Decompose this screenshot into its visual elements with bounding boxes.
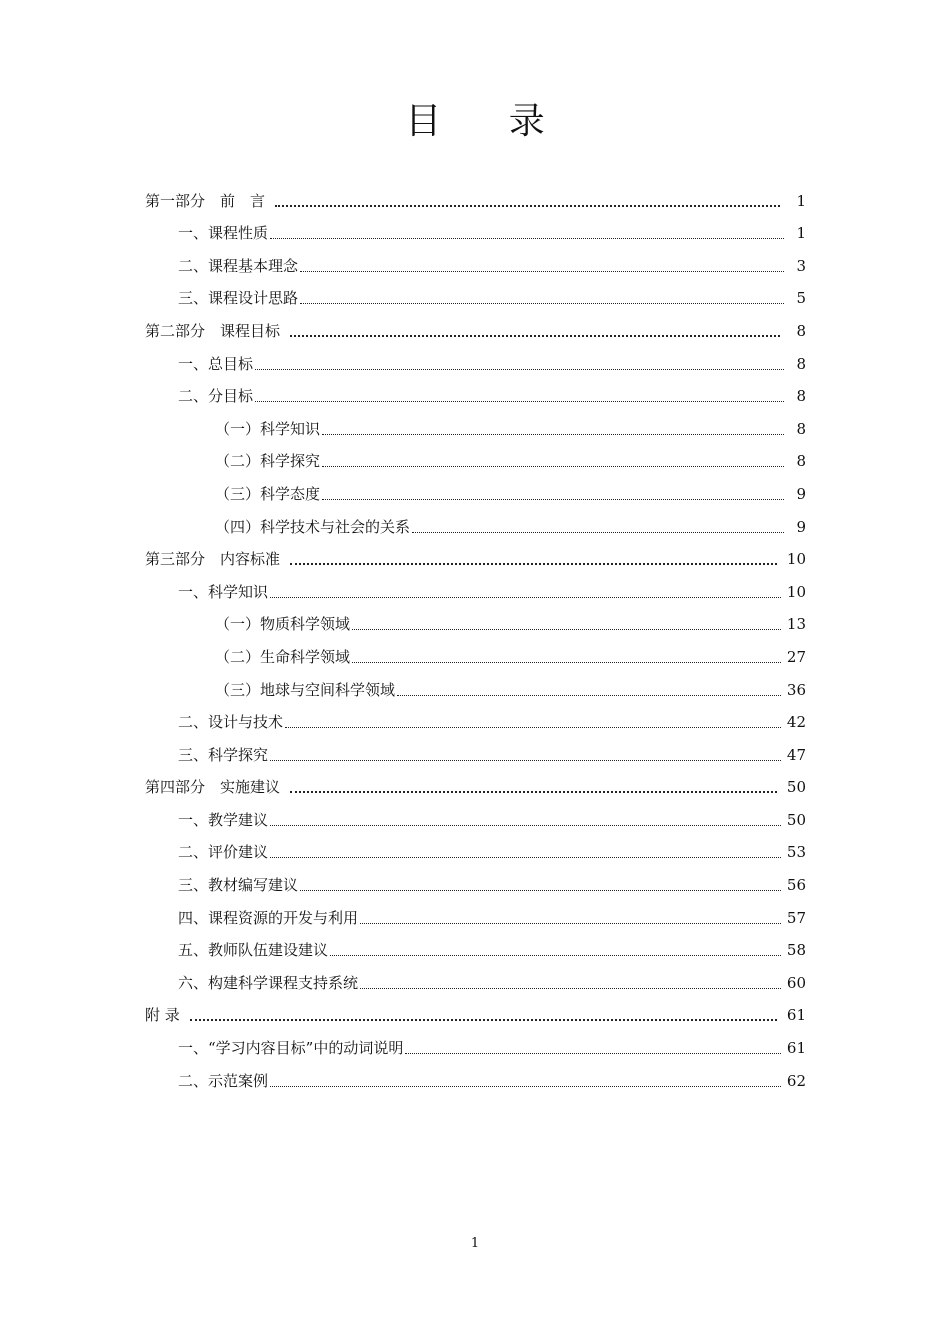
toc-entry-page: 10 — [786, 582, 806, 601]
toc-dot-leader — [360, 922, 781, 924]
toc-entry[interactable] — [145, 862, 806, 895]
toc-entry-label: 二、示范案例 — [178, 1071, 269, 1090]
toc-entry-label: 一、课程性质 — [178, 224, 269, 243]
toc-entry-page: 50 — [786, 810, 806, 829]
toc-entry-page: 8 — [796, 387, 806, 406]
toc-entry-label: 六、构建科学课程支持系统 — [178, 973, 359, 992]
toc-entry-label: 四、课程资源的开发与利用 — [178, 908, 359, 927]
toc-dot-leader — [190, 1018, 777, 1021]
toc-entry-page: 13 — [786, 615, 806, 634]
page-title: 目 录 — [405, 101, 573, 142]
toc-entry-page: 27 — [786, 647, 806, 666]
toc-entry[interactable] — [145, 308, 806, 341]
toc-entry[interactable] — [145, 569, 806, 602]
toc-entry-page: 1 — [796, 191, 806, 210]
toc-entry-label: 三、教材编写建议 — [178, 876, 299, 895]
toc-dot-leader — [290, 790, 777, 793]
toc-entry[interactable] — [145, 406, 806, 439]
toc-entry[interactable] — [145, 211, 806, 244]
toc-entry-label: （一）物质科学领域 — [215, 615, 351, 634]
toc-dot-leader — [285, 726, 781, 728]
toc-dot-leader — [255, 400, 784, 402]
toc-entry[interactable] — [145, 374, 806, 407]
toc-entry-label: 第四部分 实施建议 — [145, 778, 281, 797]
toc-entry-page: 57 — [786, 908, 806, 927]
toc-entry-label: （二）科学探究 — [215, 452, 321, 471]
toc-entry-label: 二、课程基本理念 — [178, 256, 299, 275]
toc-entry-page: 42 — [786, 713, 806, 732]
toc-entry[interactable] — [145, 276, 806, 309]
toc-entry[interactable] — [145, 243, 806, 276]
toc-entry[interactable] — [145, 732, 806, 765]
toc-entry[interactable] — [145, 504, 806, 537]
page-number-footer: 1 — [470, 1236, 480, 1251]
toc-entry-page: 50 — [786, 778, 806, 797]
toc-dot-leader — [300, 270, 784, 272]
toc-entry-label: 第一部分 前 言 — [145, 191, 266, 210]
toc-entry[interactable] — [145, 765, 806, 798]
toc-entry-label: 一、总目标 — [178, 354, 254, 373]
toc-entry[interactable] — [145, 1058, 806, 1091]
toc-entry[interactable] — [145, 634, 806, 667]
toc-dot-leader — [275, 204, 780, 207]
toc-entry-label: （四）科学技术与社会的关系 — [215, 517, 411, 536]
toc-entry-label: 一、“学习内容目标”中的动词说明 — [178, 1039, 404, 1058]
toc-entry-label: 一、科学知识 — [178, 582, 269, 601]
toc-entry-page: 8 — [796, 419, 806, 438]
toc-entry-page: 1 — [796, 224, 806, 243]
toc-entry-page: 8 — [796, 354, 806, 373]
table-of-contents — [145, 178, 806, 1091]
toc-entry-label: （三）地球与空间科学领域 — [215, 680, 396, 699]
toc-entry-page: 5 — [796, 289, 806, 308]
toc-dot-leader — [322, 433, 784, 435]
toc-entry-page: 61 — [786, 1039, 806, 1058]
toc-dot-leader — [397, 694, 781, 696]
toc-dot-leader — [270, 596, 781, 598]
toc-entry[interactable] — [145, 471, 806, 504]
toc-dot-leader — [322, 465, 784, 467]
toc-entry-page: 3 — [796, 256, 806, 275]
toc-entry-page: 47 — [786, 745, 806, 764]
toc-entry-label: （一）科学知识 — [215, 419, 321, 438]
toc-entry-label: 三、科学探究 — [178, 745, 269, 764]
toc-entry-page: 10 — [786, 550, 806, 569]
toc-dot-leader — [300, 302, 784, 304]
toc-entry-label: 五、教师队伍建设建议 — [178, 941, 329, 960]
toc-entry[interactable] — [145, 993, 806, 1026]
toc-dot-leader — [412, 531, 784, 533]
toc-dot-leader — [270, 824, 781, 826]
toc-dot-leader — [290, 562, 777, 565]
toc-entry-page: 36 — [786, 680, 806, 699]
toc-entry-label: 附 录 — [145, 1006, 180, 1025]
toc-entry[interactable] — [145, 667, 806, 700]
toc-dot-leader — [352, 628, 781, 630]
toc-dot-leader — [300, 889, 781, 891]
toc-entry[interactable] — [145, 1025, 806, 1058]
toc-entry[interactable] — [145, 830, 806, 863]
toc-entry-page: 61 — [786, 1006, 806, 1025]
toc-entry[interactable] — [145, 797, 806, 830]
toc-dot-leader — [322, 498, 784, 500]
toc-entry-label: 第三部分 内容标准 — [145, 550, 281, 569]
toc-entry-label: 二、分目标 — [178, 387, 254, 406]
toc-entry-label: 一、教学建议 — [178, 810, 269, 829]
toc-entry-page: 62 — [786, 1071, 806, 1090]
toc-entry[interactable] — [145, 960, 806, 993]
toc-dot-leader — [352, 661, 781, 663]
toc-dot-leader — [360, 987, 781, 989]
toc-dot-leader — [405, 1052, 781, 1054]
toc-dot-leader — [270, 1085, 781, 1087]
toc-entry-page: 8 — [796, 452, 806, 471]
toc-entry-label: 第二部分 课程目标 — [145, 321, 281, 340]
toc-entry-label: 二、设计与技术 — [178, 713, 284, 732]
toc-entry-page: 56 — [786, 876, 806, 895]
toc-entry-label: 三、课程设计思路 — [178, 289, 299, 308]
toc-entry-page: 9 — [796, 484, 806, 503]
toc-entry[interactable] — [145, 178, 806, 211]
toc-dot-leader — [270, 856, 781, 858]
toc-entry[interactable] — [145, 439, 806, 472]
toc-entry-page: 8 — [796, 321, 806, 340]
toc-entry-page: 58 — [786, 941, 806, 960]
toc-entry[interactable] — [145, 537, 806, 570]
toc-entry[interactable] — [145, 602, 806, 635]
toc-entry-page: 53 — [786, 843, 806, 862]
toc-entry[interactable] — [145, 341, 806, 374]
toc-entry[interactable] — [145, 895, 806, 928]
toc-dot-leader — [330, 954, 781, 956]
toc-entry-page: 9 — [796, 517, 806, 536]
toc-dot-leader — [290, 334, 780, 337]
toc-dot-leader — [270, 237, 784, 239]
toc-entry-label: （三）科学态度 — [215, 484, 321, 503]
toc-entry[interactable] — [145, 928, 806, 961]
toc-entry-page: 60 — [786, 973, 806, 992]
toc-entry[interactable] — [145, 700, 806, 733]
toc-entry-label: （二）生命科学领域 — [215, 647, 351, 666]
toc-dot-leader — [270, 759, 781, 761]
toc-dot-leader — [255, 368, 784, 370]
toc-entry-label: 二、评价建议 — [178, 843, 269, 862]
